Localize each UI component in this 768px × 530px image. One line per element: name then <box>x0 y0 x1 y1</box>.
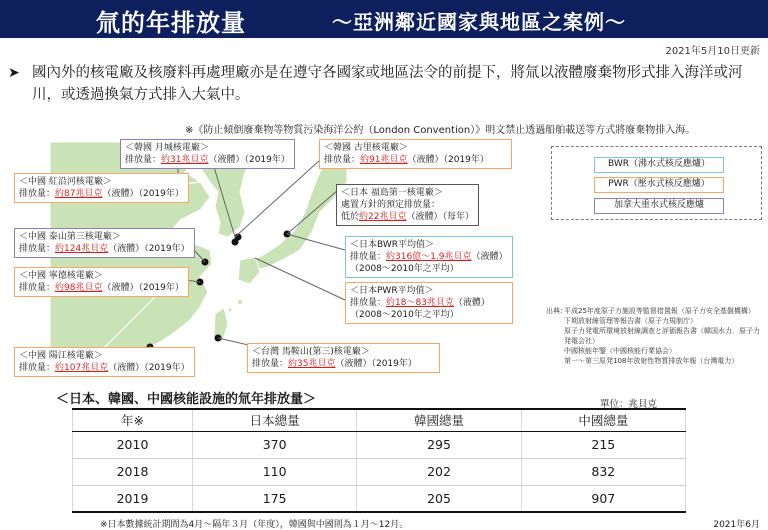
convention-note: ※《防止傾倒廢棄物等物質污染海洋公約（London Convention）》明文禁止透過船舶載送等方式將廢棄物排入海。 <box>185 125 696 136</box>
label-jp-bwr: ＜日本BWR平均值＞ 排放量：約316億～1.9兆貝克（液體） （2008～2010年之平均） <box>345 236 513 278</box>
legend-pwr: PWR（壓水式核反應爐） <box>594 177 724 193</box>
table-header-row <box>73 409 686 431</box>
col-year: 年※ <box>73 409 193 431</box>
cell-japan: 110 <box>193 458 357 485</box>
cell-china: 215 <box>521 431 685 458</box>
cell-year: 2018 <box>73 458 193 485</box>
table-row <box>73 431 686 458</box>
col-china: 中國總量 <box>521 409 685 431</box>
table-row <box>73 485 686 512</box>
bullet-arrow-icon: ➤ <box>8 65 20 81</box>
lead-text: 國內外的核電廠及核廢料再處理廠亦是在遵守各國家或地區法令的前提下，將氚以液體廢棄物形式排入海洋或河川，或透過換氣方式排入大氣中。 <box>32 65 743 103</box>
col-korea: 韓國總量 <box>357 409 521 431</box>
source-line: 第一～第三原発108年放射性物質排放年報（台灣電力） <box>564 357 739 365</box>
cell-china: 832 <box>521 458 685 485</box>
emission-table <box>72 408 686 513</box>
cell-japan: 370 <box>193 431 357 458</box>
source-line: 中國核能年鑒（中國核能行業協会） <box>564 347 676 355</box>
table-row <box>73 458 686 485</box>
label-hongyanhe: ＜中國 紅沿河核電廠＞ 排放量：約87兆貝克（液體）（2019年） <box>14 173 189 203</box>
legend-bwr: BWR（沸水式核反應爐） <box>594 157 724 173</box>
cell-korea: 202 <box>357 458 521 485</box>
reactor-legend <box>551 146 762 220</box>
cell-year: 2010 <box>73 431 193 458</box>
footer-date: 2021年6月 <box>713 520 760 530</box>
page-title: 氚的年排放量 <box>96 9 246 37</box>
label-fukushima: ＜日本 福島第一核電廠＞ 處置方針的預定排放量： 低於約22兆貝克（液體）（每年） <box>336 184 479 226</box>
table-title: ＜日本、韓國、中國核能設施的氚年排放量＞ <box>56 392 317 407</box>
table-unit: 單位：兆貝克 <box>600 399 658 410</box>
label-qinshan: ＜中國 泰山第三核電廠＞ 排放量：約124兆貝克（液體）（2019年） <box>14 228 195 258</box>
label-ningde: ＜中國 寧德核電廠＞ 排放量：約98兆貝克（液體）（2019年） <box>14 267 189 297</box>
source-line: 下期放射線管理等報告書（原子力規制庁） <box>564 317 697 325</box>
update-date: 2021年5月10日更新 <box>665 46 760 57</box>
sources-key: 出典： <box>546 307 567 315</box>
label-yangjiang: ＜中國 陽江核電廠＞ 排放量：約107兆貝克（液體）（2019年） <box>14 347 195 377</box>
legend-candu: 加拿大重水式核反應爐 <box>594 198 724 214</box>
cell-year: 2019 <box>73 485 193 512</box>
page-subtitle: ～亞洲鄰近國家與地區之案例～ <box>332 10 626 34</box>
source-line: 平成25年度原子力施設等監督措置報（原子力安全基盤機構） <box>564 307 755 315</box>
cell-japan: 175 <box>193 485 357 512</box>
cell-china: 907 <box>521 485 685 512</box>
footnote: ※日本數據統計期間為4月～隔年３月（年度），韓國與中國則為１月～12月。 <box>100 520 409 530</box>
label-jp-pwr: ＜日本PWR平均值＞ 排放量：約18～83兆貝克（液體） （2008～2010年之平均） <box>345 282 513 324</box>
label-kori: ＜韓國 古里核電廠＞ 排放量：約91兆貝克（液體）（2019年） <box>319 139 512 169</box>
cell-korea: 205 <box>357 485 521 512</box>
cell-korea: 295 <box>357 431 521 458</box>
col-japan: 日本總量 <box>193 409 357 431</box>
label-maanshan: ＜台灣 馬鞍山(第三)核電廠＞ 排放量：約35兆貝克（液體）（2019年） <box>247 343 440 373</box>
source-line: 原子力発電所環境放射線調查と評価報告書（韓国水力．原子力発電会社） <box>564 327 760 345</box>
label-wolsong: ＜韓國 月城核電廠＞ 排放量：約31兆貝克（液體）（2019年） <box>120 139 295 169</box>
